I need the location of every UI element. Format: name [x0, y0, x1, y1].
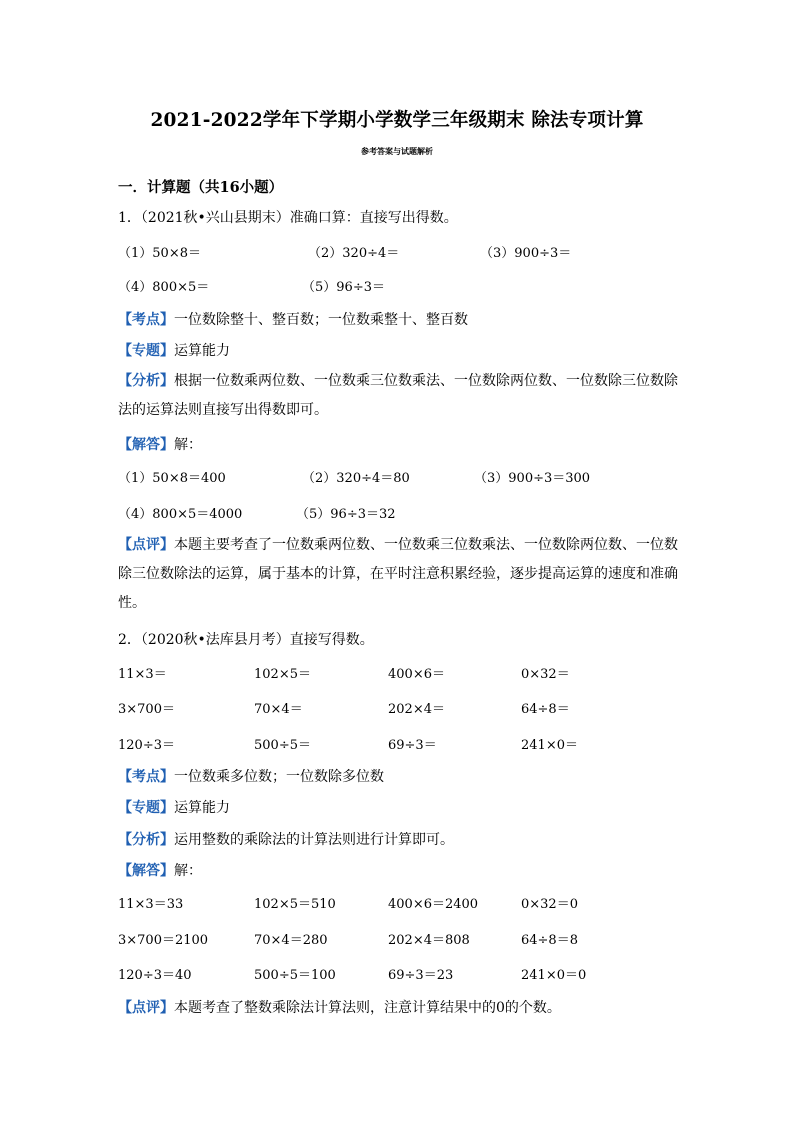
q2-kaodian	[118, 766, 384, 786]
q1-jieda	[118, 434, 202, 454]
kaodian-tag: 【考点】	[118, 769, 174, 785]
page-subtitle: 参考答案与试题解析	[361, 146, 433, 156]
q2-fenxi-text: 运用整数的乘除法的计算法则进行计算即可。	[174, 832, 454, 848]
q2-jieda	[118, 860, 202, 880]
q1-problem: （3）900÷3＝	[480, 246, 572, 261]
jieda-tag: 【解答】	[118, 863, 174, 879]
q2-answer: 3×700＝2100	[118, 933, 209, 948]
q2-answer: 64÷8＝8	[521, 933, 578, 948]
q2-answer: 202×4＝808	[388, 933, 470, 948]
q1-fenxi	[118, 367, 678, 425]
q1-answer: （4）800×5＝4000	[118, 507, 243, 522]
q2-problem: 11×3＝	[118, 667, 167, 682]
q1-answer: （5）96÷3＝32	[296, 507, 396, 522]
q2-answer: 241×0＝0	[521, 968, 587, 983]
q1-dianping	[118, 531, 678, 618]
zhuanti-tag: 【专题】	[118, 800, 174, 816]
dianping-tag: 【点评】	[118, 1000, 174, 1016]
q2-problem: 70×4＝	[254, 702, 303, 717]
dianping-tag: 【点评】	[118, 537, 174, 553]
section-heading: 一．计算题（共16小题）	[118, 179, 284, 196]
q2-problem: 0×32＝	[521, 667, 570, 682]
q2-dianping-text: 本题考查了整数乘除法计算法则，注意计算结果中的0的个数。	[174, 1000, 561, 1016]
q2-answer: 11×3＝33	[118, 897, 184, 912]
q2-problem: 400×6＝	[388, 667, 445, 682]
fenxi-tag: 【分析】	[118, 373, 174, 389]
q1-answer: （1）50×8＝400	[118, 471, 226, 486]
q2-problem: 102×5＝	[254, 667, 311, 682]
q2-problem: 64÷8＝	[521, 702, 570, 717]
q2-jieda-text: 解：	[174, 863, 202, 879]
q2-stem: 2．（2020秋•法库县月考）直接写得数。	[118, 632, 374, 648]
q2-problem: 241×0＝	[521, 738, 578, 753]
jieda-tag: 【解答】	[118, 437, 174, 453]
q1-answer: （3）900÷3＝300	[474, 471, 591, 486]
q2-answer: 69÷3＝23	[388, 968, 454, 983]
page-title: 2021-2022学年下学期小学数学三年级期末 除法专项计算	[150, 110, 644, 131]
q2-answer: 120÷3＝40	[118, 968, 192, 983]
q1-answer: （2）320÷4＝80	[302, 471, 410, 486]
q2-answer: 400×6＝2400	[388, 897, 479, 912]
q2-zhuanti-text: 运算能力	[174, 800, 230, 816]
kaodian-tag: 【考点】	[118, 312, 174, 328]
fenxi-tag: 【分析】	[118, 832, 174, 848]
q1-problem: （5）96÷3＝	[302, 280, 385, 295]
q1-problem: （2）320÷4＝	[308, 246, 400, 261]
q1-stem: 1．（2021秋•兴山县期末）准确口算：直接写出得数。	[118, 210, 458, 226]
q1-problem: （4）800×5＝	[118, 280, 210, 295]
q1-jieda-text: 解：	[174, 437, 202, 453]
q2-problem: 120÷3＝	[118, 738, 175, 753]
q2-answer: 0×32＝0	[521, 897, 578, 912]
q2-problem: 3×700＝	[118, 702, 175, 717]
q1-kaodian-text: 一位数除整十、整百数；一位数乘整十、整百数	[174, 312, 468, 328]
zhuanti-tag: 【专题】	[118, 343, 174, 359]
q1-zhuanti-text: 运算能力	[174, 343, 230, 359]
q2-problem: 69÷3＝	[388, 738, 437, 753]
q2-answer: 70×4＝280	[254, 933, 328, 948]
q1-kaodian	[118, 309, 468, 329]
q2-problem: 202×4＝	[388, 702, 445, 717]
q2-fenxi	[118, 829, 454, 849]
q1-dianping-text: 本题主要考查了一位数乘两位数、一位数乘三位数乘法、一位数除两位数、一位数除三位数除法的运算，属于基本的计算，在平时注意积累经验，逐步提高运算的速度和准确性。	[118, 537, 678, 611]
q2-dianping	[118, 997, 561, 1017]
q1-fenxi-text: 根据一位数乘两位数、一位数乘三位数乘法、一位数除两位数、一位数除三位数除法的运算法则直接写出得数即可。	[118, 373, 678, 418]
q1-problem: （1）50×8＝	[118, 246, 201, 261]
q2-kaodian-text: 一位数乘多位数；一位数除多位数	[174, 769, 384, 785]
q1-zhuanti	[118, 340, 230, 360]
q2-problem: 500÷5＝	[254, 738, 311, 753]
q2-answer: 102×5＝510	[254, 897, 336, 912]
q2-answer: 500÷5＝100	[254, 968, 336, 983]
q2-zhuanti	[118, 797, 230, 817]
